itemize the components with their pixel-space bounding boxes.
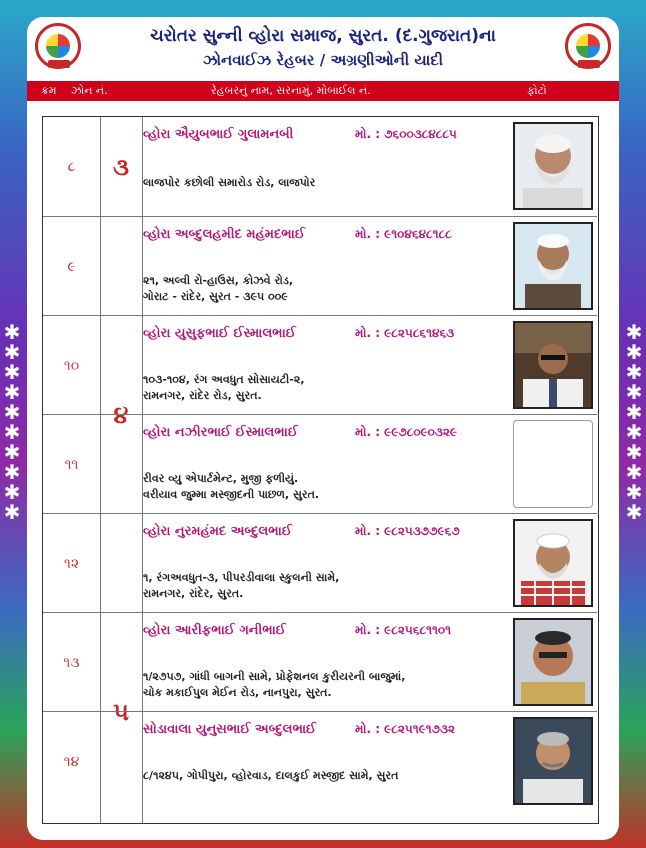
table-row (43, 117, 597, 216)
logo-emblem-icon (576, 34, 600, 58)
mobile-number: મો. : ૯૮૨૫૮૬૧૪૬૩ (355, 326, 455, 340)
page-title: ચરોતર સુન્ની વ્હોરા સમાજ, સુરત. (દ.ગુજરાત)ના (150, 26, 496, 46)
star-icon: ✱ (3, 480, 21, 504)
col-photo-header: ફોટો (527, 84, 547, 97)
bottom-border (27, 840, 619, 846)
leader-photo (513, 222, 593, 310)
logo-emblem-icon (46, 34, 70, 58)
star-icon: ✱ (3, 360, 21, 384)
mobile-number: મો. : ૯૮૨૫૩૭૭૯૬૭ (355, 524, 460, 538)
logo-banner-icon (48, 60, 70, 68)
star-icon: ✱ (3, 460, 21, 484)
leader-photo (513, 321, 593, 409)
col-details-header: રેહબરનું નામ, સરનામું, મોબાઈલ નં. (211, 84, 371, 97)
leader-name: વ્હોરા નુરમહંમદ અબ્દુલભાઈ (143, 524, 292, 539)
table-row (43, 216, 597, 316)
table-row (43, 414, 597, 514)
left-star-column (2, 322, 22, 522)
star-icon: ✱ (3, 340, 21, 364)
address: ૧૦૩-૧૦૪, રંગ અવધુત સોસાયટી-૨, રામનગર, રાંદેર રોડ, સુરત. (143, 373, 305, 402)
right-star-column (624, 322, 644, 522)
table-row (43, 513, 597, 613)
star-icon: ✱ (625, 440, 643, 464)
star-icon: ✱ (625, 340, 643, 364)
star-icon: ✱ (625, 460, 643, 484)
leader-name: વ્હોરા આરીફભાઈ ગનીભાઈ (143, 623, 286, 638)
leader-photo (513, 519, 593, 607)
sr-number: ૮ (67, 158, 76, 175)
logo-banner-icon (578, 60, 600, 68)
leader-name: વ્હોરા યુસુફભાઈ ઈસ્માલભાઈ (143, 326, 296, 341)
star-icon: ✱ (625, 380, 643, 404)
star-icon: ✱ (625, 500, 643, 524)
samaj-logo-right (565, 23, 611, 69)
leader-name: વ્હોરા ઐયુબભાઈ ગુલામનબી (143, 127, 294, 142)
col-zone-header: ઝોન નં. (71, 84, 108, 97)
table-header (27, 81, 619, 101)
zone-cell: ૩ (113, 152, 129, 181)
sr-number: ૧૦ (63, 357, 80, 374)
leader-photo (513, 122, 593, 210)
zone-cell: ૪ (100, 216, 142, 613)
address: ૧/૨૭૫૭, ગાંધી બાગની સામે, પ્રોફેશનલ કુરીયરની બાજુમાં, ચોક મકાઈપુલ મેઈન રોડ, નાનપુરા, સુરત. (143, 670, 406, 699)
address: ૧, રંગઅવધુત-૩, પીપરડીવાલા સ્કુલની સામે, રામનગર, રાંદેર, સુરત. (143, 571, 340, 600)
mobile-number: મો. : ૯૯૭૮૦૯૦૩૨૯ (355, 425, 458, 439)
star-icon: ✱ (3, 500, 21, 524)
leader-photo-placeholder (513, 420, 593, 508)
mobile-number: મો. : ૯૮૨૫૧૯૧૭૩૨ (355, 722, 456, 736)
address: ૨૧, અલ્વી રો-હાઉસ, કોઝવે રોડ, ગોરાટ - રાંદેર, સુરત - ૩૯૫ ૦૦૯ (143, 274, 294, 303)
sr-number: ૧૨ (63, 555, 80, 572)
content-sheet (27, 17, 619, 840)
address: ૮/૧૨૪૫, ગોપીપુરા, વ્હોરવાડ, દાલકુઈ મસ્જીદ સામે, સુરત (143, 769, 399, 782)
star-icon: ✱ (625, 320, 643, 344)
address: રીવર વ્યુ એપાર્ટમેન્ટ, મુજી ફળીયું. વરીયાવ જુમ્મા મસ્જીદની પાછળ, સુરત. (143, 472, 320, 501)
sr-number: ૧૪ (63, 753, 80, 770)
star-icon: ✱ (625, 420, 643, 444)
star-icon: ✱ (3, 440, 21, 464)
star-icon: ✱ (3, 380, 21, 404)
sr-number: ૯ (67, 258, 76, 275)
star-icon: ✱ (625, 400, 643, 424)
star-icon: ✱ (625, 480, 643, 504)
leader-name: વ્હોરા નઝીરભાઈ ઈસ્માલભાઈ (143, 425, 298, 440)
table-row (43, 711, 597, 811)
mobile-number: મો. : ૭૬૦૦૩૮૪૮૮૫ (355, 127, 457, 141)
mobile-number: મો. : ૯૧૦૪૬૪૮૧૮૮ (355, 227, 452, 241)
leader-name: સોડાવાલા યુનુસભાઈ અબ્દુલભાઈ (143, 722, 317, 737)
table-row (43, 315, 597, 415)
star-icon: ✱ (3, 420, 21, 444)
leaders-table (42, 116, 599, 824)
leader-photo (513, 618, 593, 706)
leader-photo (513, 717, 593, 805)
zone-cell: ૫ (100, 612, 142, 811)
col-sr-header: ક્રમ (41, 84, 57, 97)
address: લાજપોર કછોલી સમારોડ રોડ, લાજપોર (143, 176, 316, 189)
mobile-number: મો. : ૯૮૨૫૬૮૧૧૦૧ (355, 623, 452, 637)
page-subtitle: ઝોનવાઈઝ રેહબર / અગ્રણીઓની યાદી (202, 51, 444, 69)
star-icon: ✱ (3, 320, 21, 344)
star-icon: ✱ (3, 400, 21, 424)
samaj-logo-left (35, 23, 81, 69)
leader-name: વ્હોરા અબ્દુલહમીદ મહંમદભાઈ (143, 227, 305, 242)
sr-number: ૧૧ (64, 456, 79, 473)
table-row (43, 612, 597, 712)
star-icon: ✱ (625, 360, 643, 384)
sr-number: ૧૩ (63, 654, 80, 671)
